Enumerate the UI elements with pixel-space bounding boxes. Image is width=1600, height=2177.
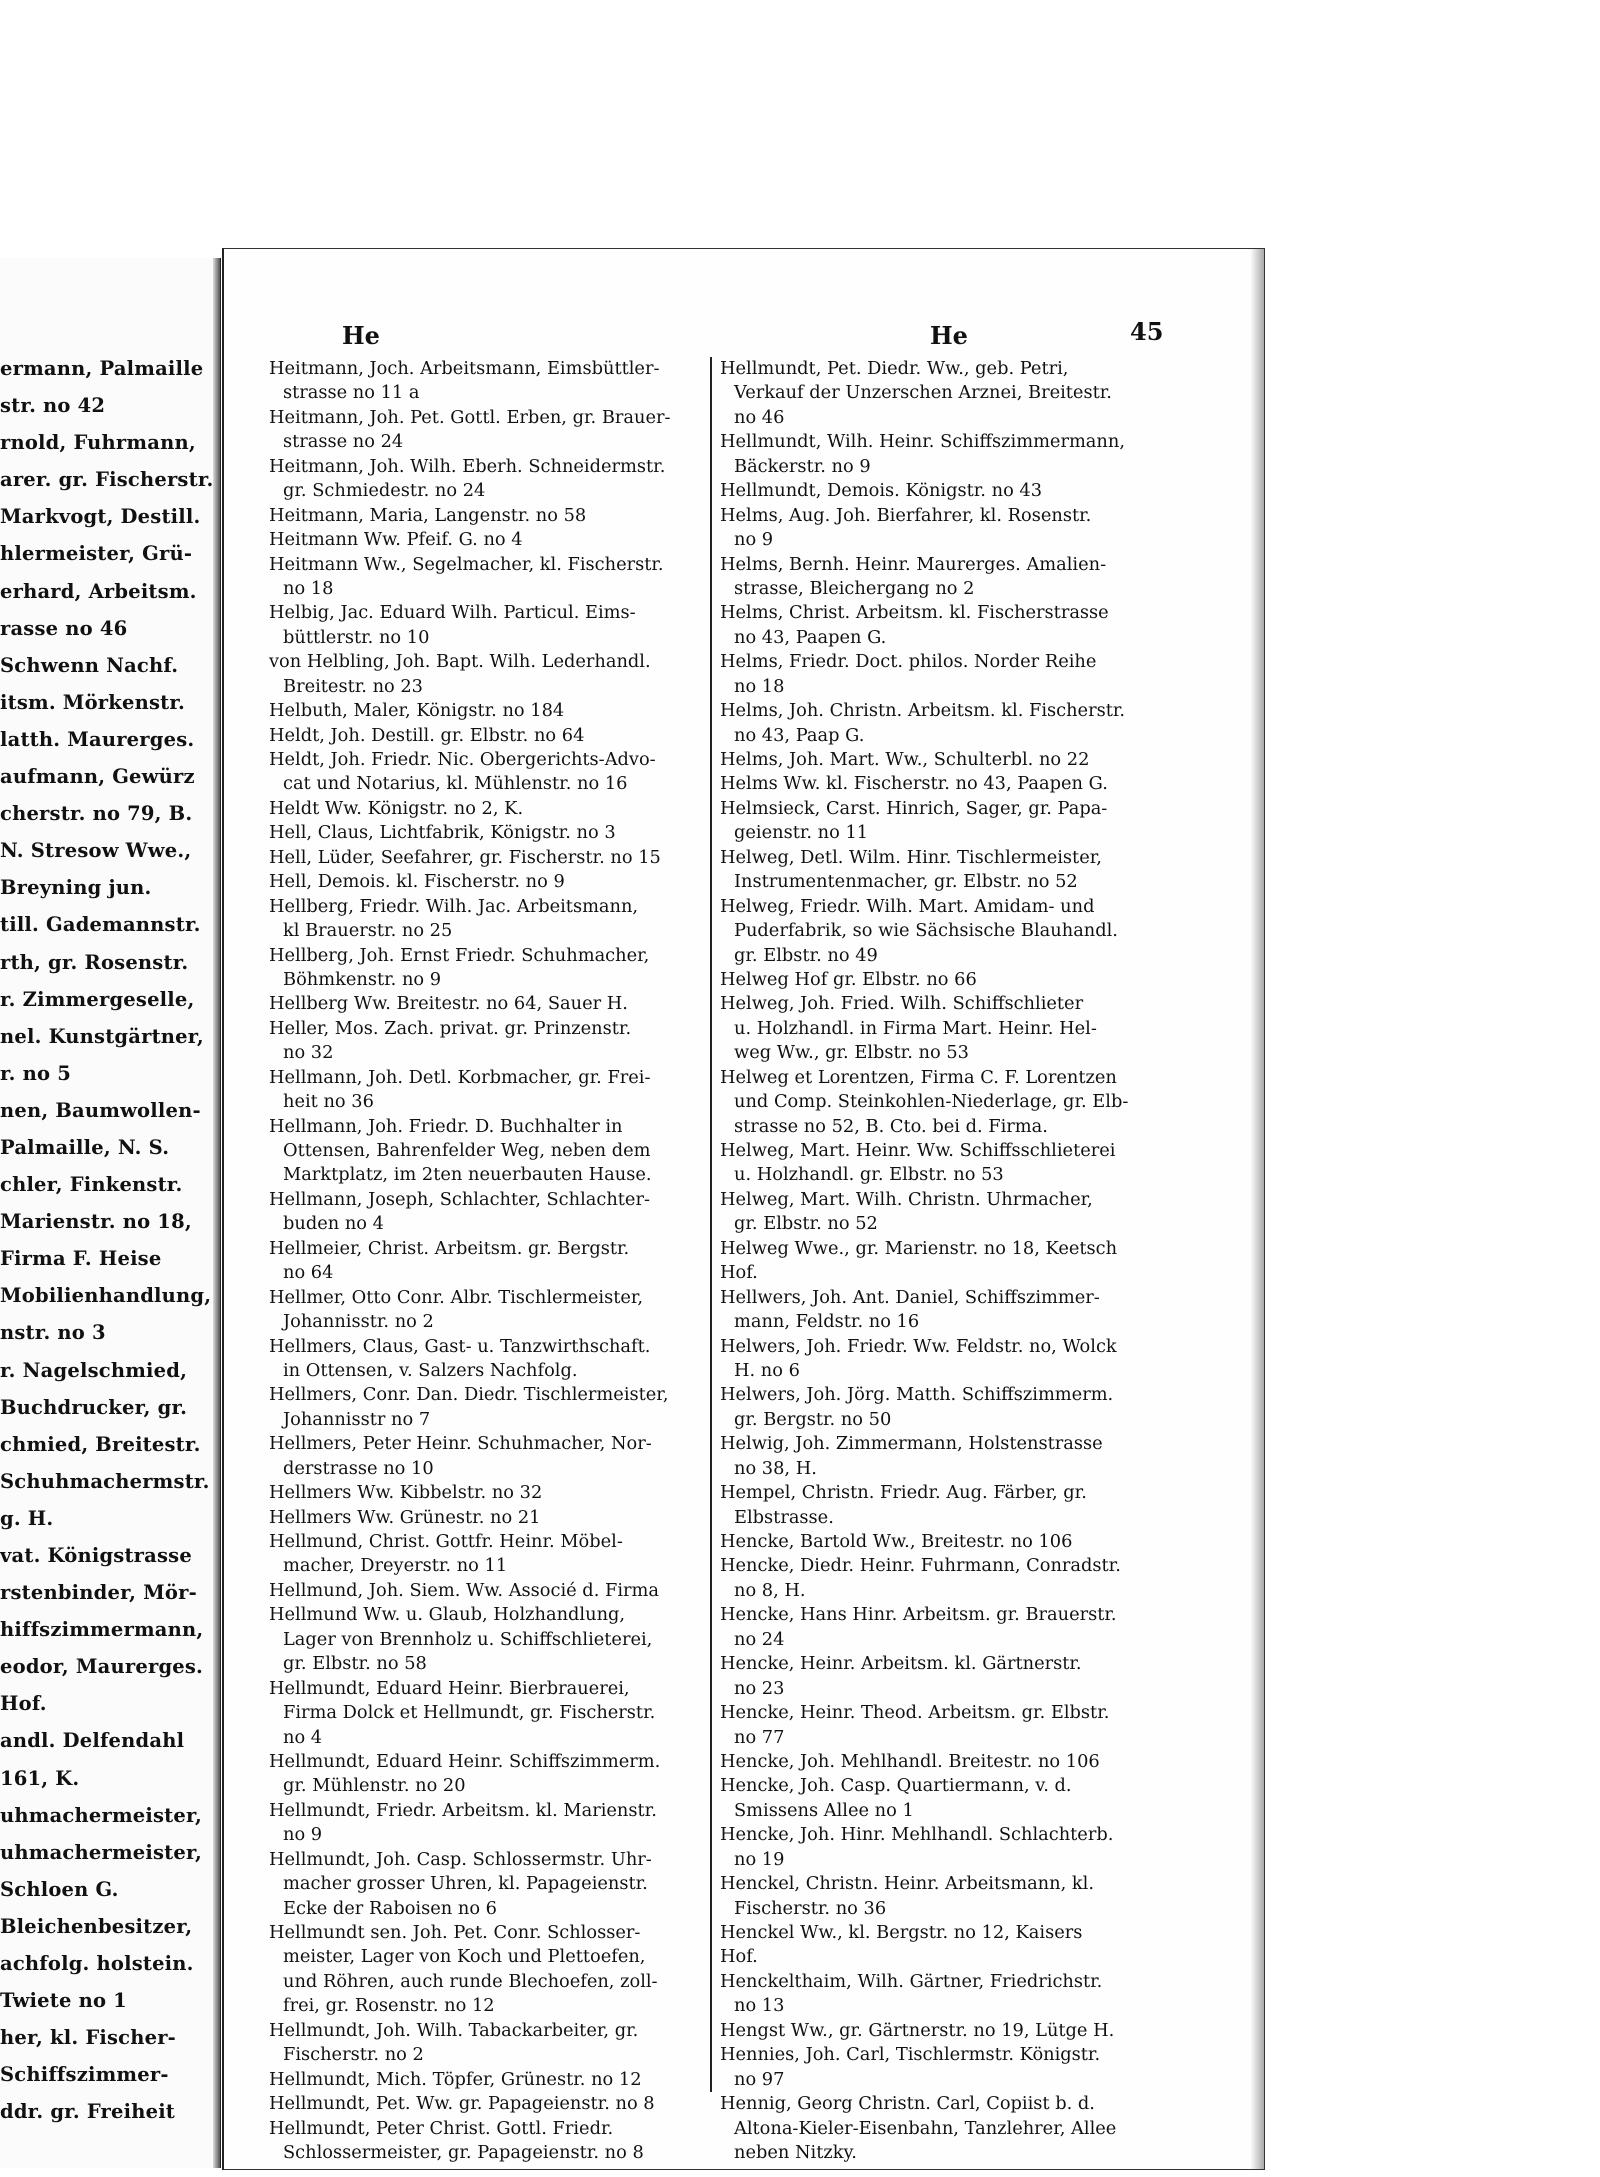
directory-line: no 97: [734, 2068, 785, 2090]
directory-line: Schlossermeister, gr. Papageienstr. no 8: [283, 2141, 644, 2163]
directory-line: hlermeister, Grü-: [0, 542, 193, 566]
directory-line: Ottensen, Bahrenfelder Weg, neben dem: [283, 1140, 651, 1161]
directory-line: gr. Bergstr. no 50: [734, 1408, 892, 1430]
directory-line: Breyning jun.: [0, 876, 152, 900]
directory-line: r. Nagelschmied,: [0, 1358, 188, 1382]
directory-line: Helweg, Joh. Fried. Wilh. Schiffschlieter: [720, 993, 1084, 1015]
directory-line: derstrasse no 10: [283, 1457, 434, 1479]
directory-line: Henckelthaim, Wilh. Gärtner, Friedrichstr.: [720, 1970, 1103, 1992]
directory-line: Hell, Demois. kl. Fischerstr. no 9: [269, 871, 565, 893]
directory-line: büttlerstr. no 10: [283, 626, 430, 648]
directory-line: Johannisstr. no 2: [283, 1311, 434, 1333]
directory-line: Hellmundt, Eduard Heinr. Bierbrauerei,: [269, 1677, 630, 1699]
directory-line: Hof.: [720, 1946, 758, 1968]
directory-line: Hencke, Joh. Mehlhandl. Breitestr. no 106: [720, 1750, 1100, 1772]
directory-line: Twiete no 1: [0, 1989, 127, 2013]
directory-line: N. Stresow Wwe.,: [0, 839, 192, 863]
directory-line: no 13: [734, 1995, 785, 2017]
directory-line: no 77: [734, 1726, 785, 1748]
directory-line: Hellmundt, Friedr. Arbeitsm. kl. Marienstr.: [269, 1799, 657, 1821]
directory-line: her, kl. Fischer-: [0, 2026, 176, 2050]
directory-line: rstenbinder, Mör-: [0, 1581, 197, 1605]
directory-line: arer. gr. Fischerstr.: [0, 468, 214, 492]
directory-line: Heller, Mos. Zach. privat. gr. Prinzenstr.: [269, 1017, 632, 1039]
directory-line: no 23: [734, 1677, 785, 1699]
directory-line: Hellmundt, Demois. Königstr. no 43: [720, 480, 1043, 502]
directory-line: gr. Elbstr. no 58: [283, 1653, 427, 1675]
column-b: [720, 357, 1182, 2165]
directory-line: Hencke, Heinr. Arbeitsm. kl. Gärtnerstr.: [720, 1653, 1082, 1675]
directory-line: Helbig, Jac. Eduard Wilh. Particul. Eims-: [269, 602, 636, 624]
directory-line: Heldt, Joh. Friedr. Nic. Obergerichts-Advo-: [269, 749, 656, 770]
directory-line: Helwig, Joh. Zimmermann, Holstenstrasse: [720, 1433, 1103, 1455]
directory-line: Buchdrucker, gr.: [0, 1395, 188, 1419]
directory-line: gr. Elbstr. no 49: [734, 944, 878, 966]
directory-line: geienstr. no 11: [734, 822, 869, 844]
directory-line: Hell, Lüder, Seefahrer, gr. Fischerstr. no 15: [269, 846, 661, 868]
directory-line: Heitmann, Joh. Pet. Gottl. Erben, gr. Brauer-: [269, 406, 671, 428]
left-page-text: [0, 350, 214, 2131]
directory-line: Hellwers, Joh. Ant. Daniel, Schiffszimmer-: [720, 1286, 1100, 1308]
directory-line: latth. Maurerges.: [0, 727, 195, 751]
directory-line: Hellmers, Conr. Dan. Diedr. Tischlermeister,: [269, 1384, 669, 1406]
directory-line: Hempel, Christn. Friedr. Aug. Färber, gr.: [720, 1482, 1087, 1504]
directory-line: cat und Notarius, kl. Mühlenstr. no 16: [283, 773, 628, 795]
directory-line: Hellmundt, Peter Christ. Gottl. Friedr.: [269, 2117, 614, 2139]
directory-line: no 46: [734, 406, 785, 428]
book-spine: [213, 258, 220, 2168]
directory-line: Hellberg, Joh. Ernst Friedr. Schuhmacher,: [269, 944, 650, 966]
directory-line: no 32: [283, 1042, 334, 1064]
directory-line: itsm. Mörkenstr.: [0, 690, 186, 714]
directory-line: macher, Dreyerstr. no 11: [283, 1555, 508, 1577]
directory-line: rasse no 46: [0, 616, 128, 640]
directory-line: Hencke, Diedr. Heinr. Fuhrmann, Conradstr.: [720, 1555, 1121, 1577]
directory-line: Hellmundt, Joh. Casp. Schlossermstr. Uhr-: [269, 1848, 652, 1870]
directory-line: Helweg, Mart. Wilh. Christn. Uhrmacher,: [720, 1188, 1093, 1210]
directory-line: kl Brauerstr. no 25: [283, 920, 453, 942]
directory-line: Breitestr. no 23: [283, 675, 424, 697]
directory-line: Hellmundt, Mich. Töpfer, Grünestr. no 12: [269, 2068, 642, 2090]
directory-line: strasse no 52, B. Cto. bei d. Firma.: [734, 1115, 1048, 1137]
directory-line: u. Holzhandl. gr. Elbstr. no 53: [734, 1164, 1004, 1186]
directory-line: chmied, Breitestr.: [0, 1432, 201, 1456]
directory-line: Helms Ww. kl. Fischerstr. no 43, Paapen G.: [720, 773, 1108, 795]
directory-line: Hellberg Ww. Breitestr. no 64, Sauer H.: [269, 993, 628, 1015]
directory-line: Ecke der Raboisen no 6: [283, 1897, 497, 1919]
directory-line: r. Zimmergeselle,: [0, 987, 195, 1011]
directory-line: Hellmann, Joseph, Schlachter, Schlachter-: [269, 1188, 650, 1210]
directory-line: hiffszimmermann,: [0, 1618, 204, 1642]
directory-line: weg Ww., gr. Elbstr. no 53: [734, 1042, 969, 1064]
directory-line: Bäckerstr. no 9: [734, 455, 871, 477]
directory-line: Hengst Ww., gr. Gärtnerstr. no 19, Lütge H.: [720, 2019, 1115, 2041]
directory-line: Hellmers Ww. Kibbelstr. no 32: [269, 1482, 543, 1504]
directory-line: gr. Mühlenstr. no 20: [283, 1775, 466, 1797]
directory-line: andl. Delfendahl: [0, 1729, 185, 1753]
directory-line: no 38, H.: [734, 1457, 817, 1479]
directory-line: no 19: [734, 1848, 785, 1870]
directory-line: Helweg et Lorentzen, Firma C. F. Lorentzen: [720, 1066, 1117, 1088]
directory-line: Puderfabrik, so wie Sächsische Blauhandl.: [734, 920, 1118, 942]
directory-line: rnold, Fuhrmann,: [0, 431, 196, 455]
directory-line: Helms, Christ. Arbeitsm. kl. Fischerstrasse: [720, 602, 1109, 624]
directory-line: frei, gr. Rosenstr. no 12: [283, 1995, 495, 2017]
directory-line: Instrumentenmacher, gr. Elbstr. no 52: [734, 871, 1078, 893]
directory-line: vat. Königstrasse: [0, 1544, 192, 1567]
directory-line: r. no 5: [0, 1061, 72, 1085]
directory-line: Hencke, Bartold Ww., Breitestr. no 106: [720, 1531, 1073, 1552]
directory-line: Hellmundt, Eduard Heinr. Schiffszimmerm.: [269, 1750, 661, 1772]
directory-line: nstr. no 3: [0, 1321, 106, 1345]
directory-line: Verkauf der Unzerschen Arznei, Breitestr.: [734, 382, 1112, 404]
directory-line: Heitmann Ww. Pfeif. G. no 4: [269, 529, 523, 551]
directory-line: Heldt Ww. Königstr. no 2, K.: [269, 797, 524, 819]
directory-line: Marktplatz, im 2ten neuerbauten Hause.: [283, 1164, 652, 1186]
directory-line: Heitmann, Joh. Wilh. Eberh. Schneidermstr.: [269, 455, 666, 477]
directory-line: Hellmundt, Pet. Diedr. Ww., geb. Petri,: [720, 358, 1069, 379]
directory-line: Marienstr. no 18,: [0, 1210, 192, 1234]
directory-line: till. Gademannstr.: [0, 913, 201, 937]
directory-line: Hellmers Ww. Grünestr. no 21: [269, 1506, 541, 1528]
directory-line: cherstr. no 79, B.: [0, 802, 193, 826]
directory-line: Helms, Friedr. Doct. philos. Norder Reihe: [720, 651, 1097, 673]
directory-line: gr. Elbstr. no 52: [734, 1213, 878, 1235]
directory-line: Helms, Joh. Christn. Arbeitsm. kl. Fischerstr.: [720, 700, 1126, 722]
directory-line: strasse no 11 a: [283, 382, 420, 404]
directory-line: von Helbling, Joh. Bapt. Wilh. Lederhandl.: [269, 651, 651, 673]
directory-line: Hellmers, Claus, Gast- u. Tanzwirthschaft.: [269, 1335, 651, 1357]
directory-line: Henckel, Christn. Heinr. Arbeitsmann, kl.: [720, 1873, 1095, 1895]
directory-line: g. H.: [0, 1506, 54, 1530]
directory-line: strasse, Bleichergang no 2: [734, 577, 975, 599]
directory-line: Heldt, Joh. Destill. gr. Elbstr. no 64: [269, 724, 585, 746]
directory-line: Helweg, Friedr. Wilh. Mart. Amidam- und: [720, 895, 1095, 917]
directory-line: Palmaille, N. S.: [0, 1135, 170, 1159]
directory-line: Hencke, Hans Hinr. Arbeitsm. gr. Brauerstr.: [720, 1604, 1117, 1626]
directory-line: Hellmundt, Joh. Wilh. Tabackarbeiter, gr.: [269, 2019, 639, 2041]
directory-line: ermann, Palmaille: [0, 357, 204, 380]
directory-line: no 64: [283, 1262, 334, 1284]
directory-line: Hellberg, Friedr. Wilh. Jac. Arbeitsmann,: [269, 895, 639, 917]
directory-line: meister, Lager von Koch und Plettoefen,: [283, 1946, 646, 1968]
directory-line: Hellmundt, Wilh. Heinr. Schiffszimmermann,: [720, 431, 1125, 453]
directory-line: strasse no 24: [283, 431, 404, 453]
directory-line: Firma Dolck et Hellmundt, gr. Fischerstr.: [283, 1702, 656, 1724]
directory-line: buden no 4: [283, 1213, 384, 1235]
directory-line: ddr. gr. Freiheit: [0, 2100, 176, 2124]
directory-line: Heitmann Ww., Segelmacher, kl. Fischerstr.: [269, 553, 664, 575]
column-divider: [710, 357, 712, 2092]
directory-line: gr. Schmiedestr. no 24: [283, 480, 486, 502]
directory-line: no 18: [283, 577, 334, 599]
directory-line: heit no 36: [283, 1091, 374, 1113]
directory-line: macher grosser Uhren, kl. Papageienstr.: [283, 1873, 648, 1895]
page-number: 45: [1130, 317, 1164, 346]
directory-line: Böhmkenstr. no 9: [283, 968, 442, 990]
directory-line: in Ottensen, v. Salzers Nachfolg.: [283, 1359, 578, 1381]
directory-line: Hellmund, Christ. Gottfr. Heinr. Möbel-: [269, 1531, 623, 1552]
directory-line: u. Holzhandl. in Firma Mart. Heinr. Hel-: [734, 1017, 1097, 1039]
directory-line: no 9: [734, 529, 774, 551]
directory-line: nel. Kunstgärtner,: [0, 1024, 204, 1048]
directory-line: Smissens Allee no 1: [734, 1799, 914, 1821]
directory-line: Helweg Wwe., gr. Marienstr. no 18, Keetsch: [720, 1237, 1118, 1259]
directory-line: Hellmundt, Pet. Ww. gr. Papageienstr. no 8: [269, 2093, 655, 2115]
directory-line: neben Nitzky.: [734, 2141, 857, 2163]
directory-line: no 43, Paapen G.: [734, 626, 887, 648]
directory-line: no 18: [734, 675, 785, 697]
directory-line: Henckel Ww., kl. Bergstr. no 12, Kaisers: [720, 1922, 1083, 1943]
directory-line: Lager von Brennholz u. Schiffschlieterei,: [283, 1628, 653, 1650]
directory-line: Helweg, Detl. Wilm. Hinr. Tischlermeister,: [720, 846, 1102, 868]
directory-line: Schwenn Nachf.: [0, 653, 179, 677]
directory-line: H. no 6: [734, 1359, 800, 1381]
directory-line: Schloen G.: [0, 1877, 119, 1901]
directory-line: rth, gr. Rosenstr.: [0, 950, 189, 974]
directory-line: chler, Finkenstr.: [0, 1173, 183, 1197]
header-center-letters: He: [930, 321, 968, 350]
directory-line: Helms, Bernh. Heinr. Maurerges. Amalien-: [720, 553, 1107, 575]
directory-line: str. no 42: [0, 394, 106, 418]
directory-line: Hellmundt sen. Joh. Pet. Conr. Schlosser-: [269, 1922, 641, 1943]
directory-line: Hellmann, Joh. Friedr. D. Buchhalter in: [269, 1115, 623, 1137]
directory-line: Altona-Kieler-Eisenbahn, Tanzlehrer, Allee: [734, 2117, 1117, 2139]
directory-line: aufmann, Gewürz: [0, 765, 195, 789]
directory-line: no 8, H.: [734, 1579, 806, 1601]
directory-line: no 43, Paap G.: [734, 724, 865, 746]
directory-line: und Comp. Steinkohlen-Niederlage, gr. Elb-: [734, 1091, 1129, 1113]
directory-line: Hennig, Georg Christn. Carl, Copiist b. d.: [720, 2093, 1095, 2115]
directory-line: Helweg, Mart. Heinr. Ww. Schiffsschlieterei: [720, 1140, 1116, 1161]
directory-line: Firma F. Heise: [0, 1247, 162, 1271]
directory-line: Hof.: [0, 1692, 47, 1716]
directory-line: Markvogt, Destill.: [0, 505, 201, 529]
column-a: [269, 357, 714, 2165]
directory-line: Hencke, Joh. Hinr. Mehlhandl. Schlachterb.: [720, 1824, 1114, 1846]
left-page: [0, 258, 221, 2168]
directory-line: Helmsieck, Carst. Hinrich, Sager, gr. Papa-: [720, 797, 1108, 819]
directory-line: Hellmund, Joh. Siem. Ww. Associé d. Firma: [269, 1579, 659, 1601]
directory-line: uhmachermeister,: [0, 1840, 203, 1864]
directory-line: achfolg. holstein.: [0, 1952, 194, 1976]
directory-line: Elbstrasse.: [734, 1506, 834, 1528]
directory-line: Hellmer, Otto Conr. Albr. Tischlermeister,: [269, 1286, 644, 1308]
directory-line: Johannisstr no 7: [283, 1408, 431, 1430]
directory-line: Heitmann, Maria, Langenstr. no 58: [269, 504, 587, 526]
page-edge: [1250, 249, 1264, 2169]
header-left-letters: He: [342, 321, 380, 350]
directory-line: eodor, Maurerges.: [0, 1655, 204, 1679]
directory-line: Hellmeier, Christ. Arbeitsm. gr. Bergstr.: [269, 1237, 630, 1259]
directory-line: no 24: [734, 1628, 785, 1650]
directory-line: erhard, Arbeitsm.: [0, 579, 197, 603]
directory-line: Hencke, Joh. Casp. Quartiermann, v. d.: [720, 1775, 1072, 1797]
right-page: [222, 248, 1265, 2170]
directory-line: Helwers, Joh. Jörg. Matth. Schiffszimmerm.: [720, 1384, 1114, 1406]
directory-line: uhmachermeister,: [0, 1803, 203, 1827]
directory-line: Hellmund Ww. u. Glaub, Holzhandlung,: [269, 1604, 626, 1626]
directory-line: Helwers, Joh. Friedr. Ww. Feldstr. no, Wolck: [720, 1335, 1117, 1357]
directory-line: Helweg Hof gr. Elbstr. no 66: [720, 968, 977, 990]
directory-line: no 9: [283, 1824, 323, 1846]
directory-line: Bleichenbesitzer,: [0, 1914, 193, 1938]
directory-line: Schuhmachermstr.: [0, 1469, 210, 1493]
directory-line: Mobilienhandlung,: [0, 1284, 212, 1308]
directory-line: Helms, Joh. Mart. Ww., Schulterbl. no 22: [720, 749, 1090, 770]
directory-line: Helbuth, Maler, Königstr. no 184: [269, 700, 565, 722]
directory-line: und Röhren, auch runde Blechoefen, zoll-: [283, 1970, 658, 1992]
directory-line: Heitmann, Joch. Arbeitsmann, Eimsbüttler-: [269, 358, 660, 379]
directory-line: Hennies, Joh. Carl, Tischlermstr. Königstr.: [720, 2044, 1101, 2066]
directory-line: Hellmann, Joh. Detl. Korbmacher, gr. Frei-: [269, 1066, 651, 1088]
directory-line: mann, Feldstr. no 16: [734, 1311, 920, 1333]
directory-line: Fischerstr. no 36: [734, 1897, 887, 1919]
directory-line: Hof.: [720, 1262, 758, 1284]
directory-line: nen, Baumwollen-: [0, 1098, 201, 1122]
directory-line: Hencke, Heinr. Theod. Arbeitsm. gr. Elbstr.: [720, 1702, 1110, 1724]
directory-line: Hell, Claus, Lichtfabrik, Königstr. no 3: [269, 822, 616, 844]
directory-line: Schiffszimmer-: [0, 2063, 169, 2087]
directory-line: no 4: [283, 1726, 323, 1748]
directory-line: Helms, Aug. Joh. Bierfahrer, kl. Rosenstr.: [720, 504, 1092, 526]
directory-line: 161, K.: [0, 1766, 80, 1790]
directory-line: Fischerstr. no 2: [283, 2044, 424, 2066]
directory-line: Hellmers, Peter Heinr. Schuhmacher, Nor-: [269, 1433, 652, 1455]
